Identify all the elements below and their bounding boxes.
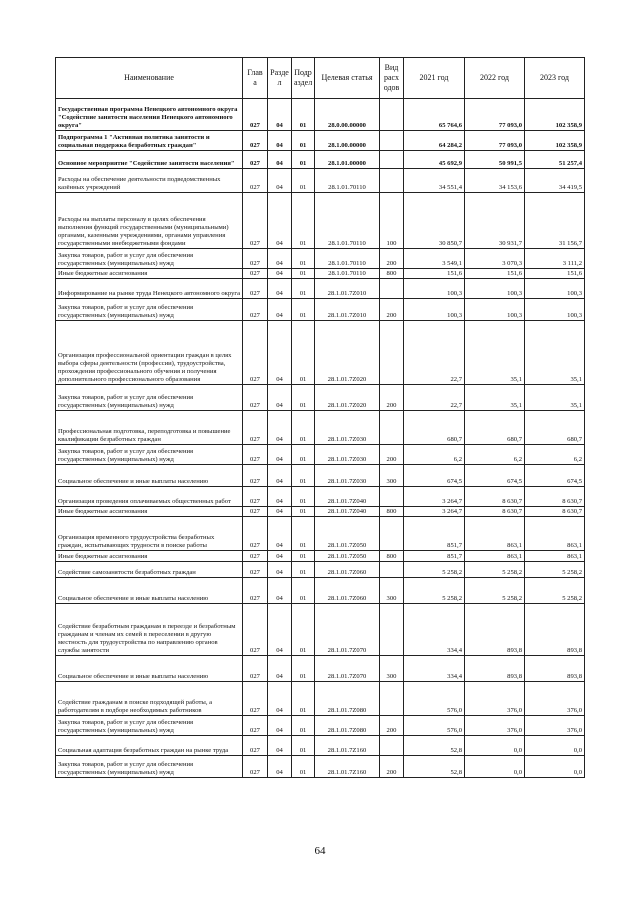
row-vid-cell [380, 151, 404, 169]
row-glava-cell: 027 [243, 249, 268, 269]
row-2022-cell: 35,1 [465, 321, 525, 385]
row-2022-cell: 863,1 [465, 517, 525, 551]
row-target-cell: 28.1.01.7Z030 [315, 465, 380, 487]
row-2023-cell: 31 156,7 [525, 193, 585, 249]
table-row [56, 465, 585, 487]
table-row [56, 656, 585, 682]
row-podrazdel-cell: 01 [292, 604, 315, 656]
row-podrazdel-cell: 01 [292, 193, 315, 249]
row-vid-cell: 800 [380, 551, 404, 562]
row-razdel-cell: 04 [268, 562, 292, 578]
row-name-cell: Закупка товаров, работ и услуг для обеспечения государственных (муниципальных) нужд [56, 385, 243, 411]
row-target-cell: 28.1.01.7Z080 [315, 682, 380, 716]
row-2023-cell: 102 358,9 [525, 99, 585, 131]
row-podrazdel-cell: 01 [292, 507, 315, 517]
row-2023-cell: 376,0 [525, 682, 585, 716]
row-2022-cell: 674,5 [465, 465, 525, 487]
table-row [56, 269, 585, 279]
row-2021-cell: 52,8 [404, 736, 465, 756]
row-vid-cell: 200 [380, 445, 404, 465]
row-podrazdel-cell: 01 [292, 131, 315, 151]
row-2022-cell: 8 630,7 [465, 507, 525, 517]
row-glava-cell: 027 [243, 299, 268, 321]
row-razdel-cell: 04 [268, 169, 292, 193]
row-glava-cell: 027 [243, 517, 268, 551]
table-row [56, 487, 585, 507]
row-glava-cell: 027 [243, 507, 268, 517]
row-2023-cell: 35,1 [525, 385, 585, 411]
row-vid-cell [380, 682, 404, 716]
row-podrazdel-cell: 01 [292, 756, 315, 778]
row-vid-cell: 200 [380, 385, 404, 411]
row-glava-cell: 027 [243, 716, 268, 736]
table-row [56, 517, 585, 551]
table-row [56, 682, 585, 716]
table-row [56, 169, 585, 193]
row-2023-cell: 6,2 [525, 445, 585, 465]
row-podrazdel-cell: 01 [292, 321, 315, 385]
row-2023-cell: 151,6 [525, 269, 585, 279]
row-2021-cell: 34 551,4 [404, 169, 465, 193]
table-row [56, 411, 585, 445]
row-2022-cell: 35,1 [465, 385, 525, 411]
header-target: Целевая статья [315, 58, 380, 99]
row-2022-cell: 151,6 [465, 269, 525, 279]
row-podrazdel-cell: 01 [292, 487, 315, 507]
row-vid-cell: 800 [380, 269, 404, 279]
table-row [56, 736, 585, 756]
row-glava-cell: 027 [243, 411, 268, 445]
row-2023-cell: 376,0 [525, 716, 585, 736]
row-2023-cell: 35,1 [525, 321, 585, 385]
row-2021-cell: 65 764,6 [404, 99, 465, 131]
row-vid-cell [380, 517, 404, 551]
row-glava-cell: 027 [243, 578, 268, 604]
row-name-cell: Содействие самозанятости безработных граждан [56, 562, 243, 578]
row-target-cell: 28.1.01.70110 [315, 193, 380, 249]
table-row [56, 507, 585, 517]
row-razdel-cell: 04 [268, 487, 292, 507]
row-name-cell: Социальная адаптация безработных граждан на рынке труда [56, 736, 243, 756]
row-name-cell: Организация проведения оплачиваемых общественных работ [56, 487, 243, 507]
row-2022-cell: 5 258,2 [465, 562, 525, 578]
row-target-cell: 28.1.01.7Z050 [315, 517, 380, 551]
row-2023-cell: 0,0 [525, 756, 585, 778]
row-razdel-cell: 04 [268, 99, 292, 131]
row-vid-cell: 300 [380, 656, 404, 682]
table-row [56, 99, 585, 131]
row-name-cell: Содействие гражданам в поиске подходящей работы, а работодателям в подборе необходимых работников [56, 682, 243, 716]
row-target-cell: 28.1.01.7Z040 [315, 507, 380, 517]
row-name-cell: Организация временного трудоустройства безработных граждан, испытывающих трудности в поиске работы [56, 517, 243, 551]
row-podrazdel-cell: 01 [292, 279, 315, 299]
row-2023-cell: 3 111,2 [525, 249, 585, 269]
row-razdel-cell: 04 [268, 736, 292, 756]
row-razdel-cell: 04 [268, 321, 292, 385]
table-row [56, 321, 585, 385]
table-row [56, 279, 585, 299]
row-2021-cell: 30 850,7 [404, 193, 465, 249]
row-glava-cell: 027 [243, 131, 268, 151]
row-razdel-cell: 04 [268, 445, 292, 465]
row-2021-cell: 576,0 [404, 716, 465, 736]
row-2023-cell: 100,3 [525, 279, 585, 299]
row-glava-cell: 027 [243, 279, 268, 299]
table-header-row [56, 58, 585, 99]
table-row [56, 562, 585, 578]
row-razdel-cell: 04 [268, 269, 292, 279]
row-2022-cell: 376,0 [465, 682, 525, 716]
row-target-cell: 28.1.01.7Z060 [315, 562, 380, 578]
table-row [56, 385, 585, 411]
row-target-cell: 28.1.01.7Z030 [315, 411, 380, 445]
row-podrazdel-cell: 01 [292, 656, 315, 682]
row-razdel-cell: 04 [268, 517, 292, 551]
row-target-cell: 28.0.00.00000 [315, 99, 380, 131]
row-target-cell: 28.1.01.7Z050 [315, 551, 380, 562]
row-2021-cell: 334,4 [404, 604, 465, 656]
table-row [56, 604, 585, 656]
row-2022-cell: 893,8 [465, 656, 525, 682]
row-2021-cell: 3 264,7 [404, 487, 465, 507]
row-glava-cell: 027 [243, 193, 268, 249]
row-2022-cell: 893,8 [465, 604, 525, 656]
row-name-cell: Закупка товаров, работ и услуг для обеспечения государственных (муниципальных) нужд [56, 249, 243, 269]
row-vid-cell: 300 [380, 465, 404, 487]
row-2021-cell: 674,5 [404, 465, 465, 487]
header-vid: Вид расх одов [380, 58, 404, 99]
row-vid-cell: 200 [380, 716, 404, 736]
row-2023-cell: 51 257,4 [525, 151, 585, 169]
row-target-cell: 28.1.01.7Z060 [315, 578, 380, 604]
row-2023-cell: 893,8 [525, 604, 585, 656]
row-vid-cell [380, 169, 404, 193]
row-target-cell: 28.1.01.7Z010 [315, 299, 380, 321]
header-razdel: Разде л [268, 58, 292, 99]
row-podrazdel-cell: 01 [292, 299, 315, 321]
row-vid-cell: 200 [380, 249, 404, 269]
row-vid-cell [380, 321, 404, 385]
row-razdel-cell: 04 [268, 682, 292, 716]
row-2021-cell: 100,3 [404, 299, 465, 321]
row-vid-cell [380, 562, 404, 578]
row-glava-cell: 027 [243, 736, 268, 756]
row-podrazdel-cell: 01 [292, 99, 315, 131]
header-2021: 2021 год [404, 58, 465, 99]
row-podrazdel-cell: 01 [292, 411, 315, 445]
row-podrazdel-cell: 01 [292, 578, 315, 604]
row-2022-cell: 0,0 [465, 756, 525, 778]
row-vid-cell [380, 99, 404, 131]
row-name-cell: Социальное обеспечение и иные выплаты населению [56, 465, 243, 487]
row-2021-cell: 151,6 [404, 269, 465, 279]
row-razdel-cell: 04 [268, 656, 292, 682]
row-2023-cell: 863,1 [525, 551, 585, 562]
row-name-cell: Информирование на рынке труда Ненецкого автономного округа [56, 279, 243, 299]
row-2023-cell: 893,8 [525, 656, 585, 682]
row-2021-cell: 5 258,2 [404, 578, 465, 604]
row-glava-cell: 027 [243, 385, 268, 411]
row-glava-cell: 027 [243, 551, 268, 562]
row-name-cell: Социальное обеспечение и иные выплаты населению [56, 578, 243, 604]
row-target-cell: 28.1.01.7Z070 [315, 604, 380, 656]
table-row [56, 193, 585, 249]
row-2022-cell: 34 153,6 [465, 169, 525, 193]
row-2021-cell: 851,7 [404, 517, 465, 551]
row-vid-cell: 800 [380, 507, 404, 517]
row-2021-cell: 64 284,2 [404, 131, 465, 151]
row-razdel-cell: 04 [268, 578, 292, 604]
table-row [56, 131, 585, 151]
row-target-cell: 28.1.01.70110 [315, 269, 380, 279]
row-2022-cell: 3 070,3 [465, 249, 525, 269]
row-razdel-cell: 04 [268, 507, 292, 517]
row-podrazdel-cell: 01 [292, 269, 315, 279]
page-number: 64 [314, 845, 326, 857]
row-glava-cell: 027 [243, 99, 268, 131]
row-2021-cell: 334,4 [404, 656, 465, 682]
row-name-cell: Расходы на выплаты персоналу в целях обеспечения выполнения функций государственными (муниципальными) органами, казенными учреждениями, органами управления государственными внебюджетными фондами [56, 193, 243, 249]
row-razdel-cell: 04 [268, 756, 292, 778]
row-vid-cell [380, 736, 404, 756]
row-podrazdel-cell: 01 [292, 445, 315, 465]
table-row [56, 756, 585, 778]
row-2021-cell: 5 258,2 [404, 562, 465, 578]
row-2021-cell: 6,2 [404, 445, 465, 465]
row-razdel-cell: 04 [268, 716, 292, 736]
row-2022-cell: 100,3 [465, 279, 525, 299]
row-2022-cell: 50 991,5 [465, 151, 525, 169]
row-2023-cell: 0,0 [525, 736, 585, 756]
row-glava-cell: 027 [243, 321, 268, 385]
row-2021-cell: 100,3 [404, 279, 465, 299]
row-podrazdel-cell: 01 [292, 562, 315, 578]
row-2023-cell: 680,7 [525, 411, 585, 445]
row-target-cell: 28.1.01.00000 [315, 151, 380, 169]
row-2023-cell: 674,5 [525, 465, 585, 487]
header-podrazdel: Подр аздел [292, 58, 315, 99]
row-glava-cell: 027 [243, 169, 268, 193]
row-2021-cell: 851,7 [404, 551, 465, 562]
row-2021-cell: 52,8 [404, 756, 465, 778]
row-2023-cell: 8 630,7 [525, 507, 585, 517]
row-podrazdel-cell: 01 [292, 385, 315, 411]
row-name-cell: Государственная программа Ненецкого автономного округа "Содействие занятости населения Ненецкого автономного округа" [56, 99, 243, 131]
row-2023-cell: 34 419,5 [525, 169, 585, 193]
row-razdel-cell: 04 [268, 385, 292, 411]
row-target-cell: 28.1.01.7Z070 [315, 656, 380, 682]
row-2021-cell: 45 692,9 [404, 151, 465, 169]
header-2023: 2023 год [525, 58, 585, 99]
row-razdel-cell: 04 [268, 131, 292, 151]
row-name-cell: Закупка товаров, работ и услуг для обеспечения государственных (муниципальных) нужд [56, 756, 243, 778]
row-glava-cell: 027 [243, 682, 268, 716]
row-2022-cell: 5 258,2 [465, 578, 525, 604]
row-razdel-cell: 04 [268, 193, 292, 249]
row-podrazdel-cell: 01 [292, 169, 315, 193]
row-razdel-cell: 04 [268, 279, 292, 299]
row-name-cell: Закупка товаров, работ и услуг для обеспечения государственных (муниципальных) нужд [56, 716, 243, 736]
row-razdel-cell: 04 [268, 604, 292, 656]
row-razdel-cell: 04 [268, 411, 292, 445]
row-2022-cell: 100,3 [465, 299, 525, 321]
row-name-cell: Организация профессиональной ориентации граждан в целях выбора сферы деятельности (профессии), трудоустройства, прохождения профессионального обучения и получения дополнительного профессионального образования [56, 321, 243, 385]
row-target-cell: 28.1.01.7Z030 [315, 445, 380, 465]
row-podrazdel-cell: 01 [292, 736, 315, 756]
row-target-cell: 28.1.01.7Z020 [315, 385, 380, 411]
row-target-cell: 28.1.01.7Z160 [315, 736, 380, 756]
row-name-cell: Закупка товаров, работ и услуг для обеспечения государственных (муниципальных) нужд [56, 299, 243, 321]
row-2021-cell: 22,7 [404, 321, 465, 385]
row-2022-cell: 77 093,0 [465, 99, 525, 131]
row-target-cell: 28.1.01.70110 [315, 169, 380, 193]
header-2022: 2022 год [465, 58, 525, 99]
row-target-cell: 28.1.01.70110 [315, 249, 380, 269]
row-target-cell: 28.1.01.7Z010 [315, 279, 380, 299]
table-row [56, 445, 585, 465]
row-podrazdel-cell: 01 [292, 682, 315, 716]
row-vid-cell: 200 [380, 299, 404, 321]
row-vid-cell [380, 487, 404, 507]
row-2021-cell: 3 549,1 [404, 249, 465, 269]
row-glava-cell: 027 [243, 269, 268, 279]
row-glava-cell: 027 [243, 465, 268, 487]
row-name-cell: Социальное обеспечение и иные выплаты населению [56, 656, 243, 682]
row-vid-cell [380, 604, 404, 656]
row-podrazdel-cell: 01 [292, 716, 315, 736]
row-2023-cell: 863,1 [525, 517, 585, 551]
row-target-cell: 28.1.01.7Z160 [315, 756, 380, 778]
row-vid-cell [380, 411, 404, 445]
row-razdel-cell: 04 [268, 465, 292, 487]
row-2022-cell: 77 093,0 [465, 131, 525, 151]
row-2023-cell: 5 258,2 [525, 578, 585, 604]
table-row [56, 151, 585, 169]
header-name: Наименование [56, 58, 243, 99]
row-2021-cell: 576,0 [404, 682, 465, 716]
table-row [56, 716, 585, 736]
row-2023-cell: 5 258,2 [525, 562, 585, 578]
row-razdel-cell: 04 [268, 299, 292, 321]
table-row [56, 578, 585, 604]
row-2022-cell: 680,7 [465, 411, 525, 445]
table-row [56, 551, 585, 562]
row-name-cell: Иные бюджетные ассигнования [56, 507, 243, 517]
row-2022-cell: 30 931,7 [465, 193, 525, 249]
row-razdel-cell: 04 [268, 249, 292, 269]
row-glava-cell: 027 [243, 756, 268, 778]
row-razdel-cell: 04 [268, 551, 292, 562]
row-vid-cell: 200 [380, 756, 404, 778]
row-name-cell: Закупка товаров, работ и услуг для обеспечения государственных (муниципальных) нужд [56, 445, 243, 465]
row-2022-cell: 863,1 [465, 551, 525, 562]
table-row [56, 299, 585, 321]
row-2023-cell: 8 630,7 [525, 487, 585, 507]
budget-table [55, 57, 585, 778]
row-name-cell: Основное мероприятие "Содействие занятости населения" [56, 151, 243, 169]
row-glava-cell: 027 [243, 151, 268, 169]
row-podrazdel-cell: 01 [292, 151, 315, 169]
row-podrazdel-cell: 01 [292, 465, 315, 487]
row-2021-cell: 22,7 [404, 385, 465, 411]
row-vid-cell [380, 279, 404, 299]
row-2021-cell: 680,7 [404, 411, 465, 445]
row-2021-cell: 3 264,7 [404, 507, 465, 517]
row-vid-cell: 300 [380, 578, 404, 604]
row-glava-cell: 027 [243, 604, 268, 656]
row-target-cell: 28.1.01.7Z040 [315, 487, 380, 507]
row-2022-cell: 8 630,7 [465, 487, 525, 507]
row-2022-cell: 0,0 [465, 736, 525, 756]
row-podrazdel-cell: 01 [292, 249, 315, 269]
row-2022-cell: 376,0 [465, 716, 525, 736]
row-2023-cell: 102 358,9 [525, 131, 585, 151]
row-target-cell: 28.1.01.7Z020 [315, 321, 380, 385]
row-vid-cell [380, 131, 404, 151]
row-glava-cell: 027 [243, 656, 268, 682]
row-podrazdel-cell: 01 [292, 517, 315, 551]
row-glava-cell: 027 [243, 445, 268, 465]
row-2022-cell: 6,2 [465, 445, 525, 465]
row-podrazdel-cell: 01 [292, 551, 315, 562]
row-name-cell: Расходы на обеспечение деятельности подведомственных казённых учреждений [56, 169, 243, 193]
table-body [56, 99, 585, 778]
row-glava-cell: 027 [243, 487, 268, 507]
row-name-cell: Содействие безработным гражданам в переезде и безработным гражданам и членам их семей в переселении в другую местность для трудоустройства по направлению органов службы занятости [56, 604, 243, 656]
row-vid-cell: 100 [380, 193, 404, 249]
row-name-cell: Профессиональная подготовка, переподготовка и повышение квалификации безработных граждан [56, 411, 243, 445]
table-row [56, 249, 585, 269]
row-name-cell: Иные бюджетные ассигнования [56, 551, 243, 562]
header-glava: Глав а [243, 58, 268, 99]
row-name-cell: Подпрограмма 1 "Активная политика занятости и социальная поддержка безработных граждан" [56, 131, 243, 151]
row-glava-cell: 027 [243, 562, 268, 578]
row-2023-cell: 100,3 [525, 299, 585, 321]
row-target-cell: 28.1.00.00000 [315, 131, 380, 151]
row-name-cell: Иные бюджетные ассигнования [56, 269, 243, 279]
row-target-cell: 28.1.01.7Z080 [315, 716, 380, 736]
row-razdel-cell: 04 [268, 151, 292, 169]
